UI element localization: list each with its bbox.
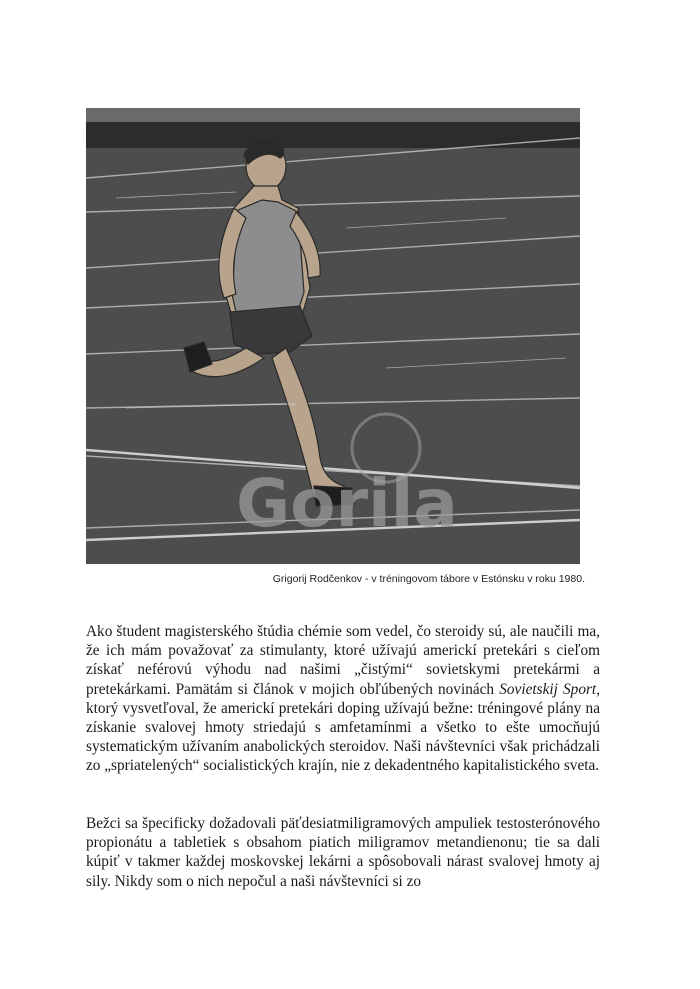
photo-caption: Grigorij Rodčenkov - v tréningovom tábore v Estónsku v roku 1980. bbox=[272, 573, 585, 585]
paragraph-1-part-1: Ako študent magisterského štúdia chémie som vedel, čo steroidy sú, ale naučili ma, že ich mám považovať za stimulanty, ktoré užívajú americkí pretekári s cieľom získať neférovú výhodu nad našimi „čistými“ sovietskymi pretekármi a pretekárkami. Pamätám si článok v mojich obľúbených novinách bbox=[86, 623, 600, 698]
watermark-text: Gorila bbox=[236, 465, 458, 542]
paragraph-1 bbox=[86, 622, 600, 776]
paragraph-1-part-2: , ktorý vysvetľoval, že americkí pretekári doping užívajú bežne: tréningové plány na získanie svalovej hmoty striedajú s amfetamínmi a všetko to ešte umocňujú systematickým užívaním anabolických steroidov. Naši návštevníci však prichádzali zo „spriatelených“ socialistických krajín, nie z dekadentného kapitalistického sveta. bbox=[86, 680, 601, 775]
runner-photo bbox=[86, 108, 580, 564]
newspaper-title: Sovietskij Sport bbox=[499, 680, 597, 698]
paragraph-2: Bežci sa špecificky dožadovali päťdesiatmiligramových ampuliek testosterónového propionátu a tabletiek s obsahom piatich miligramov metandienonu; tie sa dali kúpiť v takmer každej moskovskej lekárni a spôsobovali nárast svalovej hmoty aj sily. Nikdy som o nich nepočul a naši návštevníci si zo bbox=[86, 815, 600, 890]
